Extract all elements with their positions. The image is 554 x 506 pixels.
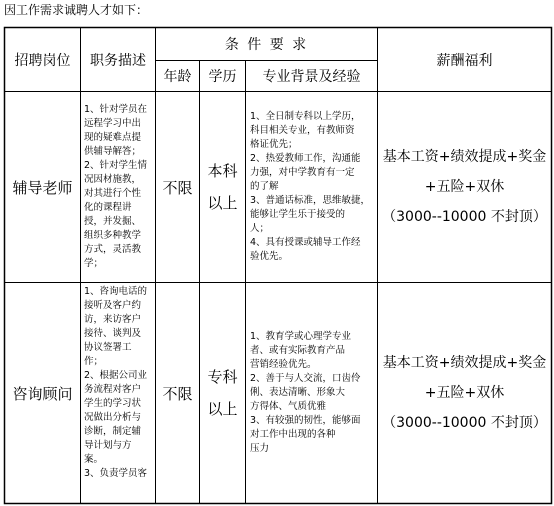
row-2-background bbox=[250, 283, 376, 503]
row-1-background-text: 1、全日制专科以上学历， 科目相关专业，有教师资 格证优先； 2、热爱教师工作，沟通能 力强，对中学教育有一定 的了解 3、普通话标准，思维敏捷， 能够让学生乐于接受的 人； 4、具有授课或辅导工作经 验优先。 bbox=[250, 111, 371, 262]
row-1-education: 本科 以上 bbox=[207, 162, 238, 212]
header-education: 学历 bbox=[208, 69, 237, 85]
row-2-background-text: 1、教育学或心理学专业 者、或有实际教育产品 营销经验优先。 2、善于与人交流，口齿伶 俐、表达清晰、形象大 方得体、气质优雅 3、有较强的韧性，能够面 对工作中出现的各种 压力 bbox=[250, 331, 361, 454]
intro-text: 因工作需求诚聘人才如下： bbox=[4, 3, 149, 17]
row-1-background bbox=[250, 92, 376, 282]
row-1-duties-text: 1、针对学员在 远程学习中出 现的疑难点提 供辅导解答； 2、针对学生情 况因材施教， 对其进行个性 化的课程讲 授，并发掘、 组织多种教学 方式，灵活教学； bbox=[84, 104, 148, 269]
row-2-age: 不限 bbox=[162, 384, 193, 403]
row-1-salary: 基本工资+绩效提成+奖金 +五险+双休 （3000--10000 不封顶） bbox=[382, 149, 547, 225]
header-salary: 薪酬福利 bbox=[436, 52, 493, 69]
row-2-position: 咨询顾问 bbox=[12, 384, 73, 403]
row-1-duties bbox=[84, 92, 154, 282]
row-2-salary: 基本工资+绩效提成+奖金 +五险+双休 （3000--10000 不封顶） bbox=[382, 355, 547, 431]
row-2-duties bbox=[84, 283, 154, 503]
header-background: 专业背景及经验 bbox=[262, 69, 361, 85]
row-2-duties-text: 1、咨询电话的 接听及客户约 访，来访客户 接待、谈判及 协议签署工 作； 2、根据公司业 务流程对客户 学生的学习状 况做出分析与 诊断，制定辅 导计划与方 案。 3、负责学员客 bbox=[84, 286, 148, 479]
header-position: 招聘岗位 bbox=[14, 52, 71, 69]
header-duties: 职务描述 bbox=[90, 52, 146, 69]
row-2-education: 专科 以上 bbox=[207, 368, 238, 418]
header-conditions: 条 件 要 求 bbox=[224, 37, 309, 53]
row-1-position: 辅导老师 bbox=[12, 178, 73, 197]
row-1-age: 不限 bbox=[162, 178, 193, 197]
header-age: 年龄 bbox=[163, 69, 192, 85]
